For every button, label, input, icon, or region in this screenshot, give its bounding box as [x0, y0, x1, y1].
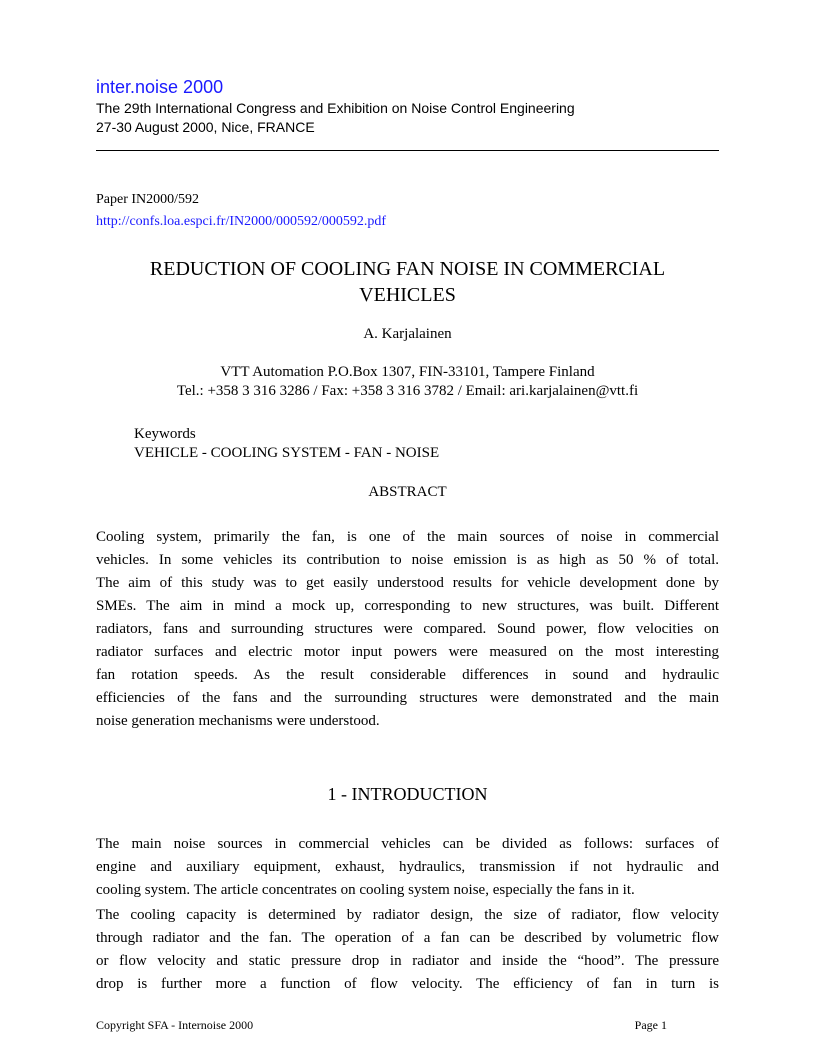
- body-line: through radiator and the fan. The operation of a fan can be described by volumetric flow: [96, 930, 719, 946]
- paper-url-link[interactable]: http://confs.loa.espci.fr/IN2000/000592/000592.pdf: [96, 214, 387, 229]
- header-divider: [96, 150, 719, 151]
- affiliation-address: VTT Automation P.O.Box 1307, FIN-33101, Tampere Finland: [220, 364, 595, 380]
- conference-name: inter.noise 2000: [96, 77, 224, 97]
- abstract-line: The aim of this study was to get easily understood results for vehicle development done by: [96, 575, 719, 591]
- footer-copyright: Copyright SFA - Internoise 2000: [96, 1018, 254, 1032]
- abstract-line: radiator surfaces and electric motor input powers were measured on the most interesting: [96, 644, 719, 660]
- abstract-line: Cooling system, primarily the fan, is one of the main sources of noise in commercial: [96, 529, 719, 545]
- body-line: or flow velocity and static pressure drop in radiator and inside the “hood”. The pressure: [96, 953, 719, 969]
- paper-id: Paper IN2000/592: [96, 192, 200, 207]
- keywords-list: VEHICLE - COOLING SYSTEM - FAN - NOISE: [134, 445, 440, 461]
- abstract-line: SMEs. The aim in mind a mock up, corresponding to new structures, was built. Different: [96, 598, 719, 614]
- paper-title-line-1: REDUCTION OF COOLING FAN NOISE IN COMMERCIAL: [149, 258, 666, 280]
- paper-title-line-2: VEHICLES: [359, 284, 456, 306]
- abstract-line: efficiencies of the fans and the surrounding structures were demonstrated and the main: [96, 690, 719, 706]
- conference-full-name: The 29th International Congress and Exhibition on Noise Control Engineering: [96, 100, 575, 116]
- keywords-heading: Keywords: [134, 426, 196, 442]
- abstract-line: fan rotation speeds. As the result considerable differences in sound and hydraulic: [96, 667, 719, 683]
- author-name: A. Karjalainen: [363, 326, 452, 342]
- body-line: The cooling capacity is determined by radiator design, the size of radiator, flow velocity: [96, 907, 719, 923]
- affiliation-contact: Tel.: +358 3 316 3286 / Fax: +358 3 316 3782 / Email: ari.karjalainen@vtt.fi: [176, 383, 639, 399]
- conference-dates: 27-30 August 2000, Nice, FRANCE: [96, 119, 315, 135]
- body-line: cooling system. The article concentrates on cooling system noise, especially the fans in it.: [96, 882, 635, 898]
- abstract-line: radiators, fans and surrounding structures were compared. Sound power, flow velocities on: [96, 621, 719, 637]
- abstract-heading: ABSTRACT: [368, 484, 447, 500]
- body-line: The main noise sources in commercial vehicles can be divided as follows: surfaces of: [96, 836, 719, 852]
- footer-page-number: Page 1: [634, 1018, 667, 1032]
- body-line: engine and auxiliary equipment, exhaust, hydraulics, transmission if not hydraulic and: [96, 859, 719, 875]
- abstract-line: vehicles. In some vehicles its contribution to noise emission is as high as 50 % of total.: [96, 552, 719, 568]
- section-heading-introduction: 1 - INTRODUCTION: [327, 784, 488, 804]
- body-line: drop is further more a function of flow velocity. The efficiency of fan in turn is: [96, 976, 719, 992]
- abstract-line: noise generation mechanisms were understood.: [96, 713, 380, 729]
